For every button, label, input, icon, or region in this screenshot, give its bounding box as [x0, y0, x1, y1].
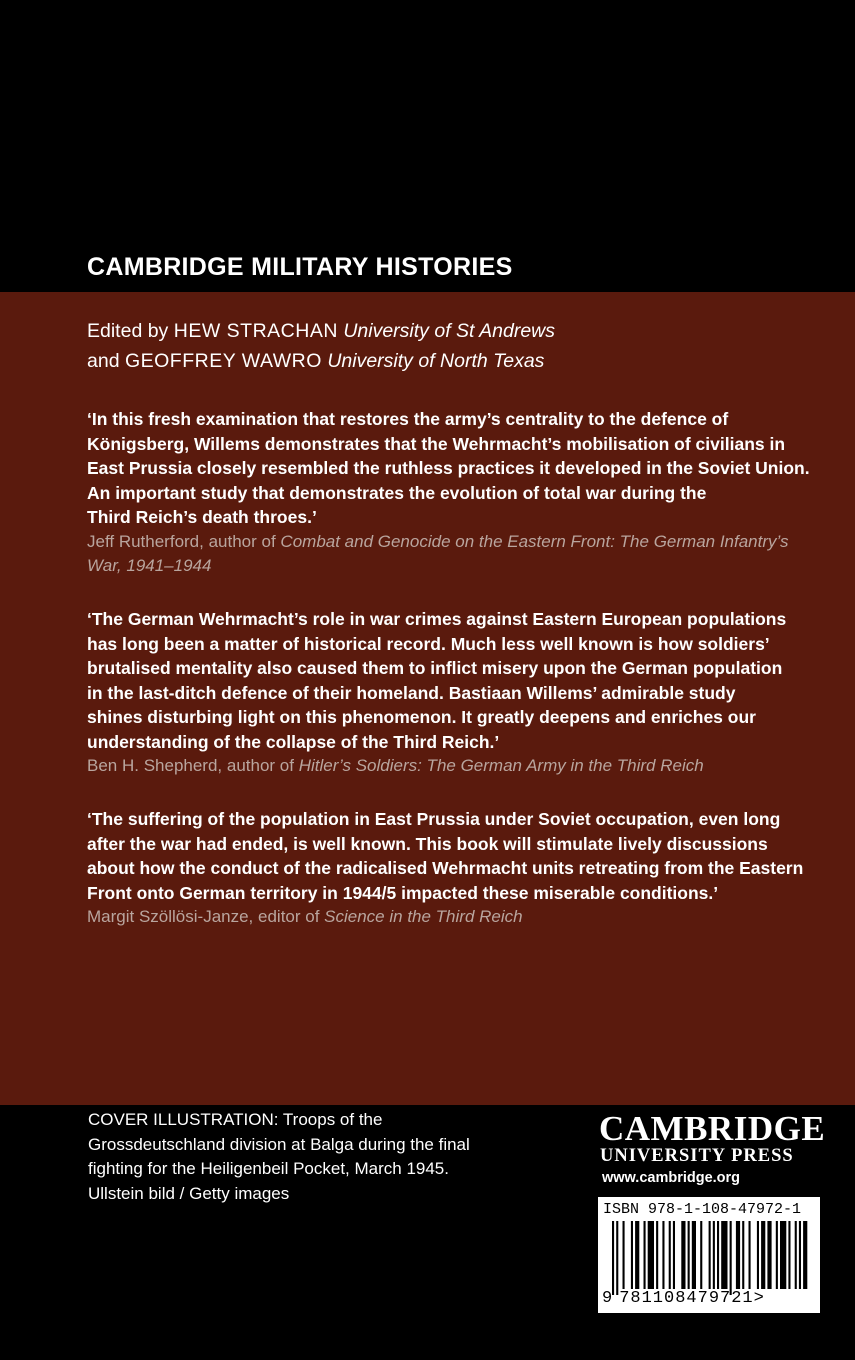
barcode-bar [635, 1221, 639, 1289]
quote-line: An important study that demonstrates the evolution of total war during the [87, 482, 707, 503]
endorsement-quote-3 [87, 807, 827, 929]
endorsement-quote-1 [87, 407, 827, 578]
barcode-quiet-mark: > [753, 1289, 765, 1308]
barcode-bar [673, 1221, 675, 1289]
barcode-bar [648, 1221, 654, 1289]
barcode-bar [721, 1221, 727, 1289]
quote-attribution [87, 905, 827, 929]
quote-line: after the war had ended, is well known. This book will stimulate lively discussions [87, 833, 768, 854]
quote-line: Third Reich’s death throes.’ [87, 507, 317, 527]
editor-2-affiliation: University of North Texas [327, 350, 545, 372]
quote-line: has long been a matter of historical record. Much less well known is how soldiers’ [87, 633, 770, 654]
barcode-bar [669, 1221, 671, 1289]
barcode-bar [780, 1221, 786, 1289]
cover-note-line: fighting for the Heiligenbeil Pocket, March 1945. [88, 1159, 449, 1178]
barcode-bar [623, 1221, 625, 1289]
series-title: CAMBRIDGE MILITARY HISTORIES [87, 253, 513, 281]
attribution-work: Hitler’s Soldiers: The German Army in the Third Reich [298, 756, 704, 775]
isbn-barcode [598, 1197, 820, 1313]
barcode-bar [788, 1221, 790, 1289]
quote-line: East Prussia closely resembled the ruthless practices it developed in the Soviet Union. [87, 458, 810, 478]
editors-block [87, 316, 555, 376]
quote-attribution [87, 530, 827, 554]
cover-note-line [88, 1108, 508, 1133]
attribution-author: Margit Szöllösi-Janze, editor of [87, 907, 325, 926]
editor-1-name: HEW STRACHAN [173, 320, 338, 342]
cover-note-text: : Troops of the [273, 1110, 383, 1129]
barcode-bar [713, 1221, 715, 1289]
barcode-bar [662, 1221, 664, 1289]
quote-line: Front onto German territory in 1944/5 impacted these miserable conditions.’ [87, 882, 719, 903]
barcode-bar [644, 1221, 646, 1289]
quote-line: understanding of the collapse of the Third Reich.’ [87, 731, 500, 752]
endorsement-quote-2 [87, 607, 827, 778]
publisher-logo-subname: UNIVERSITY PRESS [600, 1146, 794, 1166]
quote-line: shines disturbing light on this phenomenon. It greatly deepens and enriches our [87, 707, 756, 727]
barcode-bar [757, 1221, 759, 1289]
quote-line: ‘The German Wehrmacht’s role in war crimes against Eastern European populations [87, 609, 787, 629]
barcode-bar [795, 1221, 797, 1289]
barcode-bar [631, 1221, 633, 1289]
quote-line: Königsberg, Willems demonstrates that the Wehrmacht’s mobilisation of civilians in [87, 433, 786, 454]
attribution-work: Combat and Genocide on the Eastern Front: The German Infantry’s [280, 531, 789, 551]
quote-attribution [87, 754, 827, 778]
barcode-digits [602, 1289, 765, 1308]
quote-line: ‘In this fresh examination that restores the army’s centrality to the defence of [87, 409, 729, 429]
editor-1-affiliation: University of St Andrews [343, 320, 556, 342]
attribution-work: War, 1941–1944 [87, 555, 212, 575]
publisher-website[interactable]: www.cambridge.org [602, 1170, 741, 1186]
editor-prefix: Edited by [87, 320, 174, 342]
quote-line: in the last-ditch defence of their homeland. Bastiaan Willems’ admirable study [87, 682, 736, 703]
attribution-author: Ben H. Shepherd, author of [87, 756, 299, 775]
barcode-bar [749, 1221, 751, 1289]
cover-note-line: Ullstein bild / Getty images [88, 1183, 290, 1203]
attribution-work: Science in the Third Reich [324, 907, 523, 926]
isbn-label: ISBN 978-1-108-47972-1 [603, 1201, 802, 1218]
barcode-bar [730, 1221, 732, 1295]
top-black-band [0, 0, 855, 292]
attribution-author: Jeff Rutherford, author of [87, 531, 281, 551]
barcode-bar [776, 1221, 778, 1289]
quote-line: about how the conduct of the radicalised Wehrmacht units retreating from the Eastern [87, 858, 804, 878]
barcode-bar [709, 1221, 711, 1289]
editor-2-name: GEOFFREY WAWRO [124, 350, 322, 372]
barcode-bar [700, 1221, 702, 1289]
quote-line: brutalised mentality also caused them to inflict misery upon the German population [87, 658, 783, 678]
cover-note-line: Grossdeutschland division at Balga during the final [88, 1134, 470, 1154]
barcode-bar [688, 1221, 690, 1289]
cover-illustration-credit [88, 1108, 508, 1206]
barcode-bar [681, 1221, 685, 1289]
barcode-bar [799, 1221, 801, 1289]
barcode-bar [767, 1221, 771, 1289]
barcode-bar [656, 1221, 658, 1289]
editor-line-1 [87, 316, 555, 346]
editor-line-2 [87, 346, 555, 376]
barcode-bar [692, 1221, 696, 1289]
barcode-bar [612, 1221, 614, 1295]
quote-attribution-cont [87, 554, 827, 578]
publisher-logo-name: CAMBRIDGE [599, 1109, 826, 1148]
quote-line: ‘The suffering of the population in East Prussia under Soviet occupation, even long [87, 809, 781, 829]
barcode-bar [761, 1221, 765, 1289]
barcode-bar [803, 1221, 807, 1289]
barcode-bar [736, 1221, 740, 1289]
cover-note-label: COVER ILLUSTRATION [88, 1110, 274, 1129]
editor-prefix: and [87, 350, 125, 372]
barcode-bar [717, 1221, 719, 1289]
barcode-number: 781108479721 [619, 1289, 754, 1308]
barcode-first-digit: 9 [602, 1289, 614, 1308]
barcode-bar [742, 1221, 744, 1289]
barcode-bar [616, 1221, 618, 1295]
